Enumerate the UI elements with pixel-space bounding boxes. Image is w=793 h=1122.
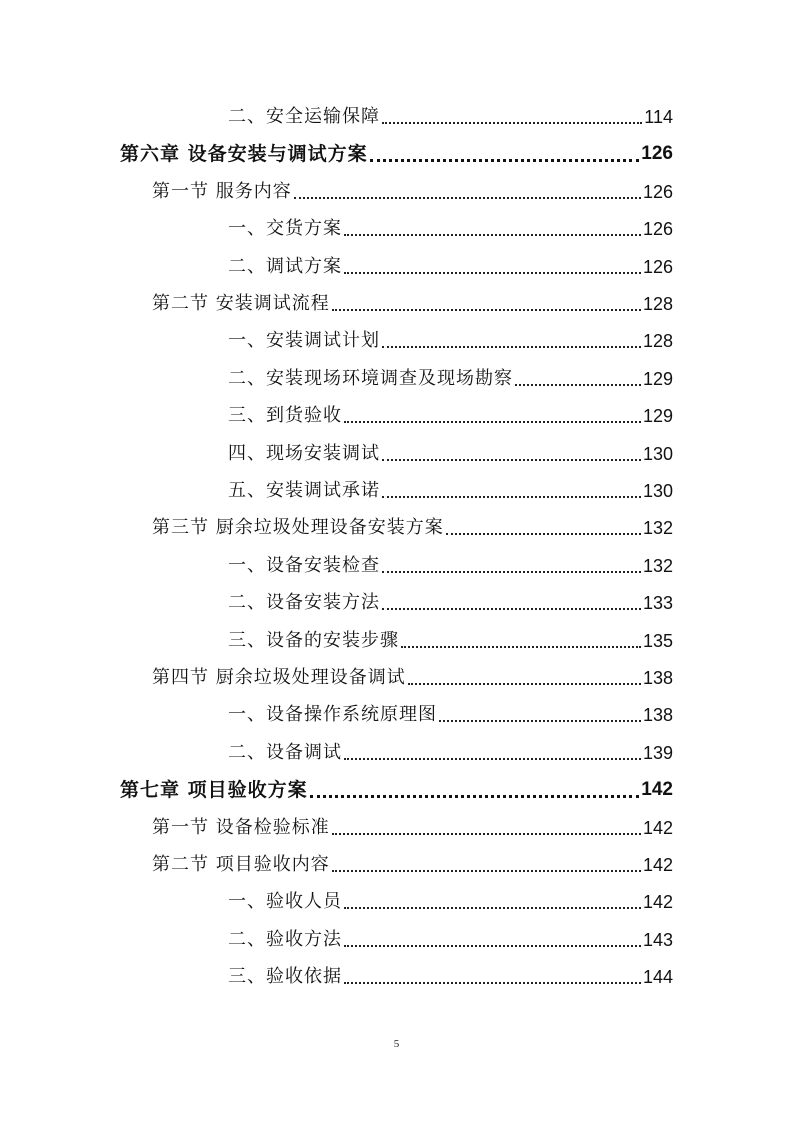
dot-leader bbox=[344, 964, 641, 990]
dot-leader bbox=[344, 927, 641, 953]
toc-entry-item[interactable] bbox=[228, 104, 673, 130]
toc-entry-page-number: 133 bbox=[642, 593, 673, 613]
toc-entry-item[interactable] bbox=[228, 927, 673, 953]
toc-entry-page-number: 144 bbox=[642, 967, 673, 987]
toc-entry-chapter[interactable] bbox=[120, 777, 673, 803]
dot-leader bbox=[344, 889, 641, 915]
toc-entry-item[interactable] bbox=[228, 216, 673, 242]
toc-entry-page-number: 129 bbox=[642, 406, 673, 426]
toc-entry-item[interactable] bbox=[228, 328, 673, 354]
dot-leader bbox=[344, 403, 641, 429]
toc-entry-page-number: 139 bbox=[642, 743, 673, 763]
toc-entry-title: 二、设备调试 bbox=[228, 742, 342, 763]
toc-entry-title: 第三节 厨余垃圾处理设备安装方案 bbox=[152, 517, 444, 538]
toc-entry-title: 三、设备的安装步骤 bbox=[228, 630, 399, 651]
toc-entry-page-number: 126 bbox=[642, 257, 673, 277]
toc-entry-page-number: 129 bbox=[642, 369, 673, 389]
toc-entry-title: 二、安全运输保障 bbox=[228, 106, 380, 127]
dot-leader bbox=[370, 141, 640, 167]
toc-entry-title: 一、验收人员 bbox=[228, 891, 342, 912]
toc-entry-title: 一、设备操作系统原理图 bbox=[228, 704, 437, 725]
toc-entry-item[interactable] bbox=[228, 964, 673, 990]
toc-entry-title: 第二节 安装调试流程 bbox=[152, 293, 330, 314]
toc-entry-title: 第六章 设备安装与调试方案 bbox=[120, 143, 368, 165]
toc-entry-item[interactable] bbox=[228, 590, 673, 616]
dot-leader bbox=[382, 553, 641, 579]
toc-entry-page-number: 143 bbox=[642, 930, 673, 950]
dot-leader bbox=[344, 740, 641, 766]
toc-entry-title: 二、设备安装方法 bbox=[228, 592, 380, 613]
toc-entry-title: 第一节 服务内容 bbox=[152, 181, 292, 202]
toc-entry-page-number: 135 bbox=[642, 631, 673, 651]
toc-entry-page-number: 128 bbox=[642, 331, 673, 351]
dot-leader bbox=[310, 777, 640, 803]
toc-entry-title: 第一节 设备检验标准 bbox=[152, 817, 330, 838]
toc-entry-item[interactable] bbox=[228, 702, 673, 728]
toc-entry-page-number: 142 bbox=[641, 779, 673, 800]
toc-entry-title: 二、验收方法 bbox=[228, 929, 342, 950]
toc-entry-item[interactable] bbox=[228, 478, 673, 504]
toc-entry-title: 一、交货方案 bbox=[228, 218, 342, 239]
toc-entry-item[interactable] bbox=[228, 740, 673, 766]
toc-entry-page-number: 138 bbox=[642, 705, 673, 725]
dot-leader bbox=[332, 852, 641, 878]
dot-leader bbox=[446, 515, 641, 541]
toc-entry-page-number: 142 bbox=[642, 855, 673, 875]
toc-entry-item[interactable] bbox=[228, 441, 673, 467]
toc-entry-item[interactable] bbox=[228, 889, 673, 915]
dot-leader bbox=[382, 478, 641, 504]
toc-entry-title: 三、到货验收 bbox=[228, 405, 342, 426]
toc-entry-title: 一、安装调试计划 bbox=[228, 330, 380, 351]
toc-entry-title: 三、验收依据 bbox=[228, 966, 342, 987]
page-number: 5 bbox=[393, 1038, 400, 1050]
toc-entry-page-number: 130 bbox=[642, 444, 673, 464]
toc-entry-page-number: 138 bbox=[642, 668, 673, 688]
toc-entry-section[interactable] bbox=[152, 291, 673, 317]
toc-entry-section[interactable] bbox=[152, 179, 673, 205]
toc-entry-chapter[interactable] bbox=[120, 141, 673, 167]
toc-entry-item[interactable] bbox=[228, 254, 673, 280]
toc-entry-item[interactable] bbox=[228, 403, 673, 429]
dot-leader bbox=[382, 104, 642, 130]
toc-entry-title: 第四节 厨余垃圾处理设备调试 bbox=[152, 667, 406, 688]
dot-leader bbox=[382, 590, 641, 616]
toc-entry-item[interactable] bbox=[228, 553, 673, 579]
toc-entry-page-number: 142 bbox=[642, 818, 673, 838]
toc-entry-section[interactable] bbox=[152, 515, 673, 541]
dot-leader bbox=[332, 291, 641, 317]
toc-entry-title: 二、安装现场环境调查及现场勘察 bbox=[228, 368, 513, 389]
toc-entry-item[interactable] bbox=[228, 628, 673, 654]
dot-leader bbox=[439, 702, 641, 728]
toc-entry-page-number: 130 bbox=[642, 481, 673, 501]
toc-entry-page-number: 132 bbox=[642, 518, 673, 538]
toc-entry-title: 一、设备安装检查 bbox=[228, 555, 380, 576]
toc-entry-page-number: 114 bbox=[644, 107, 673, 127]
dot-leader bbox=[515, 366, 641, 392]
dot-leader bbox=[332, 815, 641, 841]
dot-leader bbox=[401, 628, 641, 654]
dot-leader bbox=[294, 179, 641, 205]
dot-leader bbox=[382, 328, 641, 354]
dot-leader bbox=[344, 216, 641, 242]
toc-entry-item[interactable] bbox=[228, 366, 673, 392]
toc-entry-title: 五、安装调试承诺 bbox=[228, 480, 380, 501]
dot-leader bbox=[344, 254, 641, 280]
toc-entry-page-number: 126 bbox=[641, 143, 673, 164]
dot-leader bbox=[382, 441, 641, 467]
toc-entry-title: 第七章 项目验收方案 bbox=[120, 779, 308, 801]
toc-entry-page-number: 128 bbox=[642, 294, 673, 314]
toc-entry-section[interactable] bbox=[152, 852, 673, 878]
toc-entry-page-number: 142 bbox=[642, 892, 673, 912]
toc-entry-page-number: 126 bbox=[642, 182, 673, 202]
toc-entry-section[interactable] bbox=[152, 815, 673, 841]
toc-entry-title: 四、现场安装调试 bbox=[228, 443, 380, 464]
toc-entry-page-number: 126 bbox=[642, 219, 673, 239]
dot-leader bbox=[408, 665, 641, 691]
toc-entry-title: 第二节 项目验收内容 bbox=[152, 854, 330, 875]
toc-entry-section[interactable] bbox=[152, 665, 673, 691]
toc-entry-title: 二、调试方案 bbox=[228, 256, 342, 277]
toc-entry-page-number: 132 bbox=[642, 556, 673, 576]
